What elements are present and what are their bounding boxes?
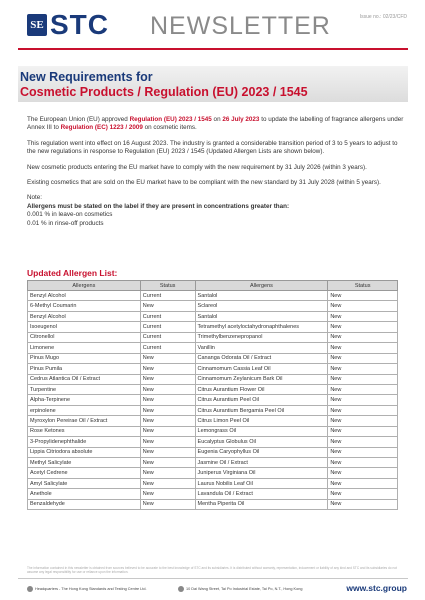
column-header: Allergens [28, 281, 141, 291]
address-text: 10 Dai Wang Street, Tai Po Industrial Estate, Tai Po, N.T., Hong Kong [186, 587, 303, 591]
table-row [28, 437, 398, 447]
footer-address [178, 586, 302, 592]
table-row [28, 301, 398, 311]
paragraph-effective: This regulation went into effect on 16 August 2023. The industry is granted a considerable transition period of 3 to 5 years to adjust to the new regulations in response to Regulation (EU) 2023 / 1545 (Updated Allergen Lists are shown below). [27, 139, 398, 156]
paragraph-existing-products: Existing cosmetics that are sold on the EU market have to be compliant with the new standard by 31 July 2028 (within 5 years). [27, 179, 381, 187]
table-row [28, 384, 398, 394]
intro-text-c: to update the labelling of fragrance allergens under Annex III to [27, 116, 404, 132]
allergen-cell: Rose Ketones [28, 426, 141, 436]
status-cell: New [328, 458, 398, 468]
column-header: Allergens [195, 281, 328, 291]
allergen-cell: Citrus Aurantium Peel Oil [195, 395, 328, 405]
allergen-cell: Citrus Aurantium Bergamia Peel Oil [195, 405, 328, 415]
allergen-cell: Jasmine Oil / Extract [195, 458, 328, 468]
logo [27, 9, 109, 40]
status-cell: New [140, 353, 195, 363]
allergen-cell: erpinolene [28, 405, 141, 415]
newsletter-title: NEWSLETTER [150, 12, 331, 40]
status-cell: New [140, 301, 195, 311]
allergen-cell: Lavandula Oil / Extract [195, 489, 328, 499]
note-bold: Allergens must be stated on the label if they are present in concentrations greater than: [27, 202, 290, 210]
status-cell: New [328, 384, 398, 394]
status-cell: New [140, 374, 195, 384]
table-header-row [28, 281, 398, 291]
table-row [28, 499, 398, 509]
logo-mark-icon: SE [27, 14, 47, 36]
allergen-cell: Sclareol [195, 301, 328, 311]
status-cell: New [140, 395, 195, 405]
allergen-cell: Eucalyptus Globulus Oil [195, 437, 328, 447]
footer [0, 578, 425, 600]
allergen-cell: Benzyl Alcohol [28, 291, 141, 301]
footer-company [27, 586, 147, 592]
allergen-cell: Citrus Aurantium Flower Oil [195, 384, 328, 394]
allergen-cell: Pinus Pumila [28, 364, 141, 374]
column-header: Status [328, 281, 398, 291]
location-icon [178, 586, 184, 592]
paragraph-new-products: New cosmetic products entering the EU market have to comply with the new requirement by 31 July 2026 (within 3 years). [27, 163, 367, 171]
allergen-cell: Cananga Odorata Oil / Extract [195, 353, 328, 363]
allergen-cell: Benzyl Alcohol [28, 311, 141, 321]
status-cell: New [328, 405, 398, 415]
allergen-cell: Alpha-Terpinene [28, 395, 141, 405]
status-cell: New [328, 499, 398, 509]
status-cell: New [140, 478, 195, 488]
allergen-table [27, 280, 398, 510]
allergen-cell: Isoeugenol [28, 322, 141, 332]
allergen-list-title: Updated Allergen List: [27, 268, 118, 278]
allergen-cell: Methyl Salicylate [28, 458, 141, 468]
allergen-cell: Myroxylon Pereirae Oil / Extract [28, 416, 141, 426]
status-cell: New [328, 332, 398, 342]
paragraph-intro [27, 116, 405, 133]
intro-text-d: on cosmetic items. [142, 124, 197, 132]
approval-date: 26 July 2023 [222, 116, 260, 123]
regulation-ref: Regulation (EU) 2023 / 1545 [129, 116, 212, 123]
allergen-cell: Pinus Mugo [28, 353, 141, 363]
status-cell: New [328, 416, 398, 426]
table-row [28, 353, 398, 363]
intro-text-b: on [211, 116, 223, 123]
disclaimer: The information contained in this newsletter is obtained from sources believed to be accurate to the best knowledge of STC and its subsidiaries. It is distributed without warranty, representation, inducement or liability of any kind and STC and its subsidiaries do not assume any legal responsibility for use or reliance upon the information. [27, 566, 397, 574]
status-cell: New [140, 416, 195, 426]
table-row [28, 374, 398, 384]
status-cell: New [140, 489, 195, 499]
status-cell: Current [140, 322, 195, 332]
status-cell: New [328, 478, 398, 488]
status-cell: New [140, 447, 195, 457]
column-header: Status [140, 281, 195, 291]
footer-divider [18, 578, 408, 579]
table-row [28, 478, 398, 488]
allergen-cell: Lemongrass Oil [195, 426, 328, 436]
table-row [28, 468, 398, 478]
status-cell: New [140, 437, 195, 447]
allergen-cell: Laurus Nobilis Leaf Oil [195, 478, 328, 488]
status-cell: New [328, 437, 398, 447]
table-row [28, 416, 398, 426]
allergen-cell: Cinnamomum Cassia Leaf Oil [195, 364, 328, 374]
table-row [28, 395, 398, 405]
header [0, 0, 425, 58]
allergen-cell: Anethole [28, 489, 141, 499]
table-row [28, 322, 398, 332]
company-name: Headquarters - The Hong Kong Standards and Testing Centre Ltd. [35, 587, 147, 591]
status-cell: Current [140, 332, 195, 342]
allergen-cell: Cinnamomum Zeylanicum Bark Oil [195, 374, 328, 384]
issue-number: Issue no.: 02/23/CFD [359, 14, 407, 20]
status-cell: New [328, 374, 398, 384]
table-row [28, 489, 398, 499]
allergen-cell: Cedrus Atlantica Oil / Extract [28, 374, 141, 384]
allergen-cell: 3-Propylidenephthalide [28, 437, 141, 447]
header-divider [18, 48, 408, 50]
status-cell: New [328, 322, 398, 332]
table-body [28, 291, 398, 510]
regulation-ref-2: Regulation (EC) 1223 / 2009 [60, 124, 143, 132]
status-cell: New [140, 499, 195, 509]
status-cell: New [328, 364, 398, 374]
status-cell: New [140, 458, 195, 468]
status-cell: New [328, 291, 398, 301]
status-cell: Current [140, 343, 195, 353]
table-row [28, 311, 398, 321]
status-cell: New [328, 395, 398, 405]
allergen-cell: Acetyl Cedrene [28, 468, 141, 478]
status-cell: New [328, 468, 398, 478]
table-row [28, 332, 398, 342]
note-leave-on: 0.001 % in leave-on cosmetics [27, 211, 113, 219]
status-cell: Current [140, 311, 195, 321]
banner-title-line2: Cosmetic Products / Regulation (EU) 2023 / 1545 [20, 85, 308, 99]
allergen-cell: Citronellol [28, 332, 141, 342]
table-row [28, 458, 398, 468]
allergen-cell: Lippia Citriodora absolute [28, 447, 141, 457]
status-cell: New [328, 301, 398, 311]
status-cell: New [140, 405, 195, 415]
status-cell: New [328, 353, 398, 363]
allergen-cell: Tetramethyl acetyloctahydronaphthalenes [195, 322, 328, 332]
table-row [28, 447, 398, 457]
allergen-cell: Vanillin [195, 343, 328, 353]
status-cell: New [328, 447, 398, 457]
table-row [28, 426, 398, 436]
article-body [27, 116, 405, 228]
allergen-cell: Juniperus Virginiana Oil [195, 468, 328, 478]
status-cell: New [140, 468, 195, 478]
banner-title-line1: New Requirements for [20, 70, 153, 84]
allergen-cell: Mentha Piperita Oil [195, 499, 328, 509]
allergen-cell: Santalol [195, 311, 328, 321]
note-label: Note: [27, 194, 43, 202]
allergen-cell: 6-Methyl Coumarin [28, 301, 141, 311]
logo-text: STC [50, 9, 109, 40]
allergen-cell: Citrus Limon Peel Oil [195, 416, 328, 426]
table-row [28, 364, 398, 374]
status-cell: New [328, 343, 398, 353]
allergen-cell: Eugenia Caryophyllus Oil [195, 447, 328, 457]
status-cell: New [140, 364, 195, 374]
status-cell: New [328, 426, 398, 436]
allergen-cell: Amyl Salicylate [28, 478, 141, 488]
allergen-cell: Trimethylbenzenepropanol [195, 332, 328, 342]
table-row [28, 405, 398, 415]
status-cell: New [140, 426, 195, 436]
table-row [28, 343, 398, 353]
allergen-cell: Limonene [28, 343, 141, 353]
status-cell: Current [140, 291, 195, 301]
website-link[interactable]: www.stc.group [346, 583, 407, 593]
note-rinse-off: 0.01 % in rinse-off products [27, 219, 104, 227]
status-cell: New [140, 384, 195, 394]
note-block [27, 194, 405, 228]
table-row [28, 291, 398, 301]
title-banner [18, 66, 408, 102]
building-icon [27, 586, 33, 592]
intro-text-a: The European Union (EU) approved [27, 116, 130, 123]
allergen-cell: Turpentine [28, 384, 141, 394]
allergen-cell: Benzaldehyde [28, 499, 141, 509]
status-cell: New [328, 489, 398, 499]
allergen-cell: Santalol [195, 291, 328, 301]
status-cell: New [328, 311, 398, 321]
